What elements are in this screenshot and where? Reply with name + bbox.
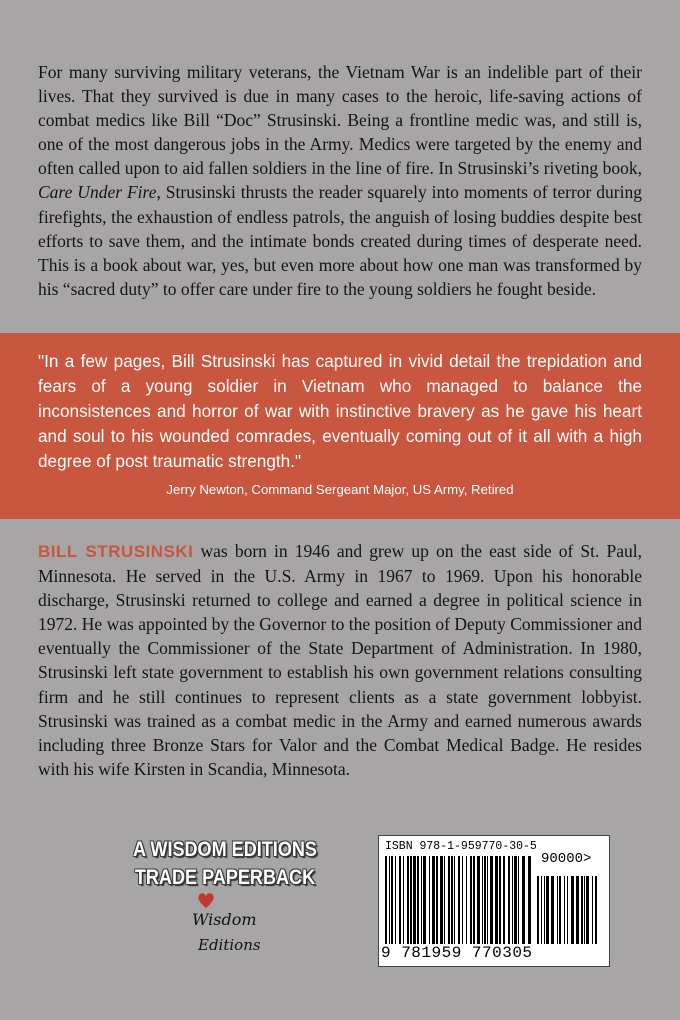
author-bio	[38, 539, 642, 781]
heart-shape	[198, 893, 213, 908]
barcode-bar	[544, 876, 545, 944]
barcode-bar	[417, 856, 419, 944]
barcode-bar	[503, 856, 505, 944]
barcode-bar	[546, 876, 549, 944]
book-title-italic: Care Under Fire	[38, 182, 157, 203]
barcode-bar	[581, 876, 583, 944]
barcode-bar	[423, 856, 426, 944]
barcode-bar	[470, 856, 472, 944]
author-name: BILL STRUSINSKI	[38, 542, 194, 561]
barcode-bar	[484, 856, 486, 944]
barcode-bar	[482, 856, 483, 944]
barcode-bar	[473, 856, 475, 944]
barcode-bar	[436, 856, 438, 944]
barcode-bar	[432, 856, 435, 944]
book-description	[38, 60, 642, 301]
barcode-bar	[564, 876, 565, 944]
barcode-bar	[429, 856, 430, 944]
publisher-logo	[188, 886, 264, 964]
barcode-bar	[514, 856, 517, 944]
author-bio-text: was born in 1946 and grew up on the east side of St. Paul, Minnesota. He served in the U.S. Army in 1967 to 1969. Upon his honorable discharge, Strusinski returned to college and earned a degree in political science in 1972. He was appointed by the Governor to the position of Deputy Commissioner and eventually the Commissioner of the State Department of Administration. In 1980, Strusinski left state government to establish his own government relations consulting firm and he still continues to represent clients as a state government lobbyist. Strusinski was trained as a combat medic in the Army and earned numerous awards including three Bronze Stars for Valor and the Combat Medical Badge. He resides with his wife Kirsten in Scandia, Minnesota.	[38, 541, 643, 779]
heart-icon	[196, 889, 216, 911]
barcode-bar	[466, 856, 467, 944]
barcode-bar	[413, 856, 416, 944]
barcode-bar	[557, 876, 558, 944]
description-part-1: For many surviving military veterans, the Vietnam War is an indelible part of their lives. That they survived is due in many cases to the heroic, life-saving actions of combat medics like Bill “Doc” Strusinski. Being a frontline medic was, and still is, one of the most dangerous jobs in the Army. Medics were targeted by the enemy and often called upon to aid fallen soldiers in the line of fire. In Strusinski’s riveting book,	[38, 62, 642, 179]
edition-line-2: TRADE PAPERBACK	[134, 866, 316, 889]
barcode-bar	[490, 856, 493, 944]
barcode-bar	[495, 856, 498, 944]
barcode-bar	[592, 876, 593, 944]
barcode-bar	[407, 856, 409, 944]
barcode-bar	[448, 856, 450, 944]
barcode-bar	[571, 876, 574, 944]
barcode-bar	[541, 876, 542, 944]
barcode-bar	[537, 876, 539, 944]
barcode-bar	[477, 856, 480, 944]
barcode-bar	[391, 856, 393, 944]
price-barcode-bars	[537, 876, 599, 944]
barcode-bar	[389, 856, 390, 944]
barcode-bar	[451, 856, 453, 944]
barcode-bars	[385, 856, 531, 944]
barcode-bar	[395, 856, 396, 944]
logo-word-wisdom: Wisdom	[192, 910, 257, 929]
edition-line-1: A WISDOM EDITIONS	[133, 838, 317, 861]
barcode-bar	[576, 876, 579, 944]
barcode-bar	[403, 856, 404, 944]
barcode-bar	[512, 856, 513, 944]
barcode-bar	[528, 856, 531, 944]
barcode-bar	[440, 856, 443, 944]
logo-word-editions: Editions	[198, 936, 261, 954]
barcode-bar	[567, 876, 568, 944]
barcode-bar	[487, 856, 488, 944]
edition-label	[118, 836, 333, 892]
testimonial-quote: "In a few pages, Bill Strusinski has captured in vivid detail the trepidation and fears of a young soldier in Vietnam who managed to balance the inconsistences and horror of war with instinctive bravery as he gave his heart and soul to his wounded comrades, eventually coming out of it all with a high degree of post traumatic strength."	[38, 351, 642, 471]
barcode-bar	[522, 856, 525, 944]
price-code: 90000>	[541, 851, 592, 867]
barcode-bar	[499, 856, 501, 944]
isbn-digits: 9 781959 770305	[381, 944, 533, 962]
isbn-label: ISBN 978-1-959770-30-5	[385, 840, 537, 853]
barcode-bar	[595, 876, 597, 944]
barcode-bar	[421, 856, 422, 944]
barcode-bar	[551, 876, 554, 944]
barcode-bar	[399, 856, 401, 944]
barcode-bar	[508, 856, 510, 944]
barcode-bar	[518, 856, 519, 944]
barcode-bar	[458, 856, 460, 944]
barcode-bar	[385, 856, 387, 944]
barcode-bar	[586, 876, 589, 944]
testimonial-attribution: Jerry Newton, Command Sergeant Major, US Army, Retired	[166, 482, 514, 497]
barcode-bar	[444, 856, 445, 944]
barcode-bar	[462, 856, 463, 944]
barcode-bar	[559, 876, 561, 944]
barcode-bar	[584, 876, 585, 944]
barcode-bar	[454, 856, 455, 944]
description-part-2: , Strusinski thrusts the reader squarely into moments of terror during firefights, the exhaustion of endless patrols, the anguish of losing buddies despite best efforts to save them, and the intimate bonds created during times of desperate need. This is a book about war, yes, but even more about how one man was transformed by his “sacred duty” to offer care under fire to the young soldiers he fought beside.	[38, 182, 642, 299]
barcode-bar	[410, 856, 412, 944]
